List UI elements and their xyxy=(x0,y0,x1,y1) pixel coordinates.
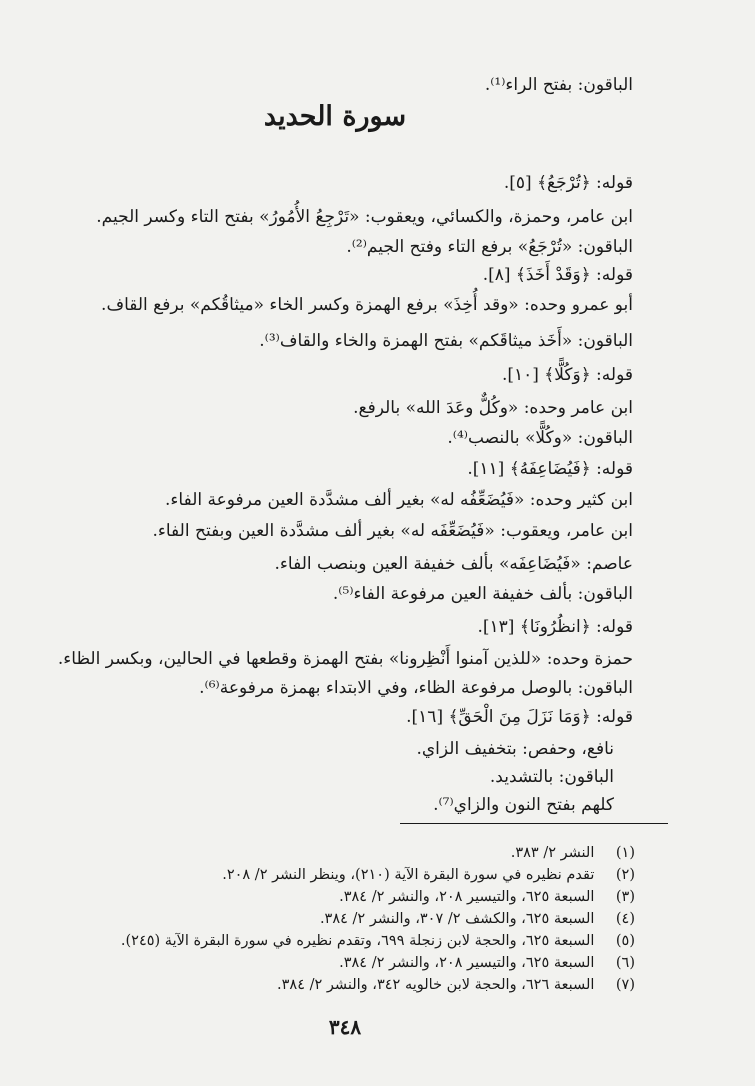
footnote-separator xyxy=(400,823,668,824)
body-line: نافع، وحفص: بتخفيف الزاي. xyxy=(416,739,614,759)
footnote-number: (٣) xyxy=(615,889,635,905)
body-line: قوله: ﴿انظُرُونَا﴾ [١٣]. xyxy=(477,617,633,637)
footnote-number: (٤) xyxy=(615,911,635,927)
body-line: الباقون: بالوصل مرفوعة الظاء، وفي الابتداء بهمزة مرفوعة⁽⁶⁾. xyxy=(199,678,633,698)
body-line: ابن عامر، وحمزة، والكسائي، ويعقوب: «تَرْجِعُ الأُمُورُ» بفتح التاء وكسر الجيم. xyxy=(96,207,633,227)
footnote-number: (٧) xyxy=(615,977,635,993)
footnote-text: السبعة ٦٢٥، والحجة لابن زنجلة ٦٩٩، وتقدم نظيره في سورة البقرة الآية (٢٤٥). xyxy=(120,933,595,949)
body-line: كلهم بفتح النون والزاي⁽⁷⁾. xyxy=(433,795,614,815)
body-line: قوله: ﴿تُرْجَعُ﴾ [٥]. xyxy=(503,173,633,193)
body-line: الباقون: «أَخَذ ميثاقَكم» بفتح الهمزة والخاء والقاف⁽³⁾. xyxy=(259,331,633,351)
footnote-number: (٦) xyxy=(615,955,635,971)
body-line: الباقون: «وكُلًّا» بالنصب⁽⁴⁾. xyxy=(447,428,633,448)
body-line: ابن كثير وحده: «فَيُضَعِّفُه له» بغير ألف مشدَّدة العين مرفوعة الفاء. xyxy=(165,490,633,510)
body-line: الباقون: بالتشديد. xyxy=(489,767,614,787)
footnote-number: (٢) xyxy=(615,867,635,883)
footnote-number: (٥) xyxy=(615,933,635,949)
body-line: ابن عامر، ويعقوب: «فَيُضَعِّفَه له» بغير ألف مشدَّدة العين وبفتح الفاء. xyxy=(152,521,633,541)
footnote xyxy=(339,886,635,908)
footnote xyxy=(121,930,635,952)
footnote-text: السبعة ٦٢٥، والكشف ٢/ ٣٠٧، والنشر ٢/ ٣٨٤. xyxy=(319,911,595,927)
body-line: قوله: ﴿فَيُضَاعِفَهُ﴾ [١١]. xyxy=(467,459,633,479)
body-line: الباقون: «تُرْجَعُ» برفع التاء وفتح الجيم⁽²⁾. xyxy=(346,237,633,257)
footnote-text: السبعة ٦٢٥، والتيسير ٢٠٨، والنشر ٢/ ٣٨٤. xyxy=(339,955,595,971)
body-line: أبو عمرو وحده: «وقد أُخِذَ» برفع الهمزة وكسر الخاء «ميثاقُكم» برفع القاف. xyxy=(101,295,633,315)
footnote-text: السبعة ٦٢٦، والحجة لابن خالويه ٣٤٢، والنشر ٢/ ٣٨٤. xyxy=(277,977,595,993)
body-line: الباقون: بفتح الراء⁽¹⁾. xyxy=(484,75,633,95)
footnote-text: النشر ٢/ ٣٨٣. xyxy=(510,845,595,861)
body-line: الباقون: بألف خفيفة العين مرفوعة الفاء⁽⁵⁾. xyxy=(332,584,633,604)
footnote xyxy=(320,908,635,930)
footnote-text: السبعة ٦٢٥، والتيسير ٢٠٨، والنشر ٢/ ٣٨٤. xyxy=(339,889,595,905)
footnote xyxy=(339,952,635,974)
body-line: حمزة وحده: «للذين آمنوا أَنْظِرونا» بفتح الهمزة وقطعها في الحالين، وبكسر الظاء. xyxy=(57,649,633,669)
body-line: ابن عامر وحده: «وكُلٌّ وعَدَ الله» بالرفع. xyxy=(353,398,633,418)
footnote xyxy=(511,842,635,864)
surah-title: سورة الحديد xyxy=(263,101,407,132)
page-number: ٣٤٨ xyxy=(328,1015,362,1039)
footnote-text: تقدم نظيره في سورة البقرة الآية (٢١٠)، وينظر النشر ٢/ ٢٠٨. xyxy=(222,867,595,883)
footnote-number: (١) xyxy=(615,845,635,861)
body-line: قوله: ﴿وَكُلًّا﴾ [١٠]. xyxy=(501,365,633,385)
body-line: عاصم: «فَيُضَاعِفَه» بألف خفيفة العين وبنصب الفاء. xyxy=(274,554,633,574)
footnote xyxy=(277,974,635,996)
footnote xyxy=(222,864,635,886)
body-line: قوله: ﴿وَمَا نَزَلَ مِنَ الْحَقِّ﴾ [١٦]. xyxy=(406,707,633,727)
body-line: قوله: ﴿وَقَدْ أَخَذَ﴾ [٨]. xyxy=(482,265,633,285)
